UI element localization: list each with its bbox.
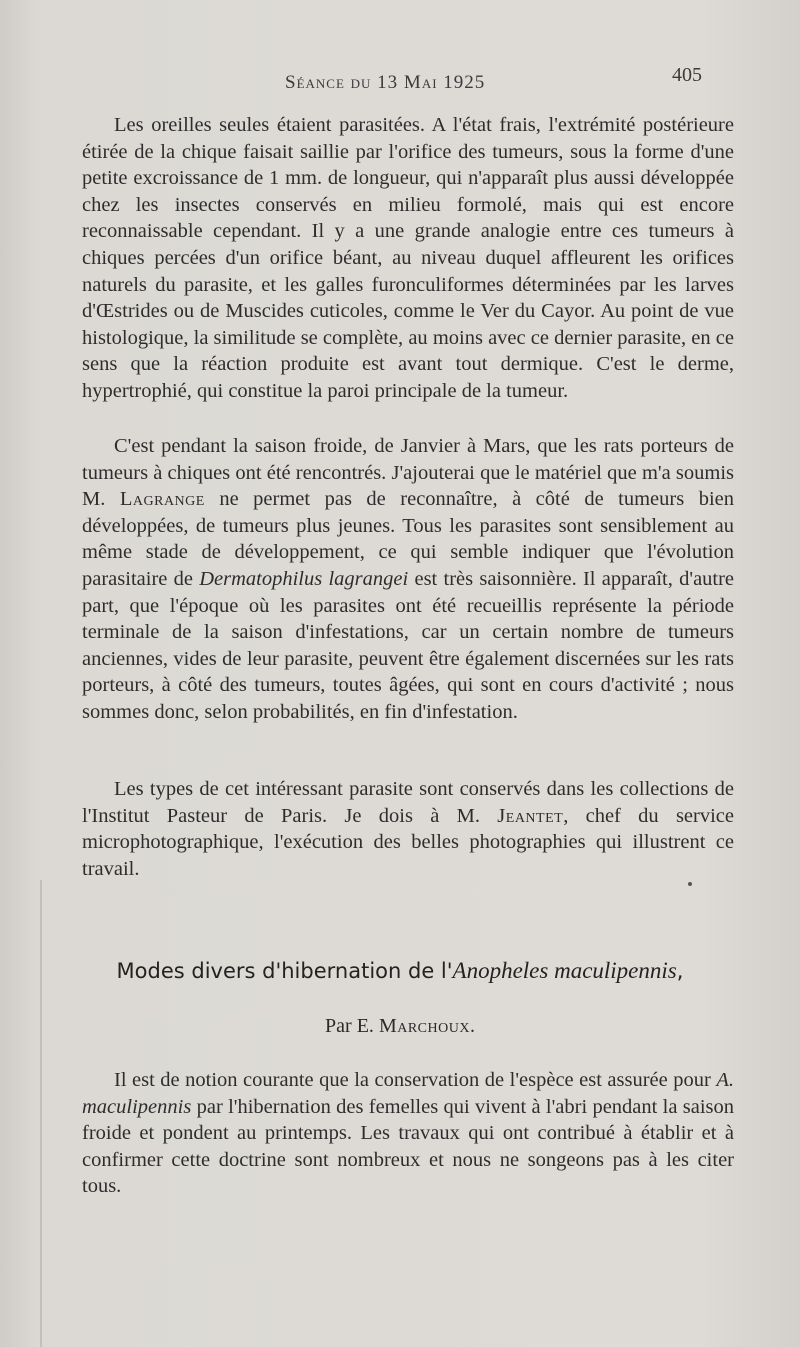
text-run: Les types de cet intéressant parasite sont conservés dans les collections de l'Institut Pasteur de Paris. Je dois à M. (82, 778, 734, 827)
paragraph-hibernation (82, 1067, 734, 1200)
text-run: Il est de notion courante que la conservation de l'espèce est assurée pour (114, 1069, 711, 1091)
paragraph-seasonality (82, 433, 734, 726)
author-prefix: Par E. (325, 1015, 374, 1037)
species-name: A. maculipennis (82, 1069, 735, 1118)
page-number: 405 (672, 64, 702, 86)
title-text: Modes divers d'hibernation de l' (116, 959, 453, 983)
author-punctuation: . (469, 1015, 475, 1037)
title-punctuation: , (676, 959, 684, 983)
running-head (0, 64, 800, 102)
text-run: , chef du service microphotographique, l'exécution des belles photographies qui illustrent ce travail. (82, 804, 735, 880)
page-fold-shadow (40, 880, 42, 1347)
article-title (0, 958, 800, 984)
person-name: Jeantet (497, 804, 564, 827)
text-run: C'est pendant la saison froide, de Janvier à Mars, que les rats porteurs de tumeurs à chiques ont été rencontrés. J'ajouterai que le matériel que m'a soumis M. (82, 435, 734, 511)
species-name: Dermatophilus lagrangei (199, 567, 409, 590)
text-run: par l'hibernation des femelles qui vivent à l'abri pendant la saison froide et pondent au printemps. Les travaux qui ont contribué à établir et à confirmer cette doctrine sont nombreux et nous ne songeons pas à les citer tous. (82, 1095, 734, 1198)
paragraph-ear-tumours (82, 112, 734, 405)
author-name: Marchoux (378, 1015, 470, 1037)
paragraph-text (82, 1067, 734, 1200)
article-author (0, 1015, 800, 1038)
paragraph-acknowledgements (82, 776, 734, 882)
text-run: ne permet pas de reconnaître, à côté de tumeurs bien développées, de tumeurs plus jeunes. Tous les parasites sont sensiblement au même stade de développement, ce qui semble indiquer que l'évolution parasitaire de (82, 488, 735, 590)
paragraph-text (82, 433, 734, 726)
person-name: Lagrange (119, 488, 205, 511)
running-title: Séance du 13 Mai 1925 (285, 72, 486, 93)
paragraph-text: Les oreilles seules étaient parasitées. A l'état frais, l'extrémité postérieure étirée de la chique faisait saillie par l'orifice des tumeurs, sous la forme d'une petite excroissance de 1 mm. de longueur, qui n'apparaît plus aussi développée chez les insectes conservés en milieu formolé, mais qui est encore reconnaissable cependant. Il y a une grande analogie entre ces tumeurs à chiques percées d'un orifice béant, au niveau duquel affleurent les orifices naturels du parasite, et les galles furonculiformes déterminées par les larves d'Œstrides ou de Muscides cuticoles, comme le Ver du Cayor. Au point de vue histologique, la similitude se complète, au moins avec ce dernier parasite, en ce sens que la réaction produite est avant tout dermique. C'est le derme, hypertrophié, qui constitue la paroi principale de la tumeur. (82, 114, 734, 402)
paragraph-text (82, 776, 734, 882)
print-speck (688, 882, 692, 886)
title-species: Anopheles maculipennis (452, 958, 677, 983)
text-run: est très saisonnière. Il apparaît, d'autre part, que l'époque où les parasites ont été recueillis représente la période terminale de la saison d'infestations, car un certain nombre de tumeurs anciennes, vides de leur parasite, peuvent être également discernées sur les rats porteurs, à côté des tumeurs, toutes âgées, qui sont en cours d'activité ; nous sommes donc, selon probabilités, en fin d'infestation. (82, 567, 735, 723)
